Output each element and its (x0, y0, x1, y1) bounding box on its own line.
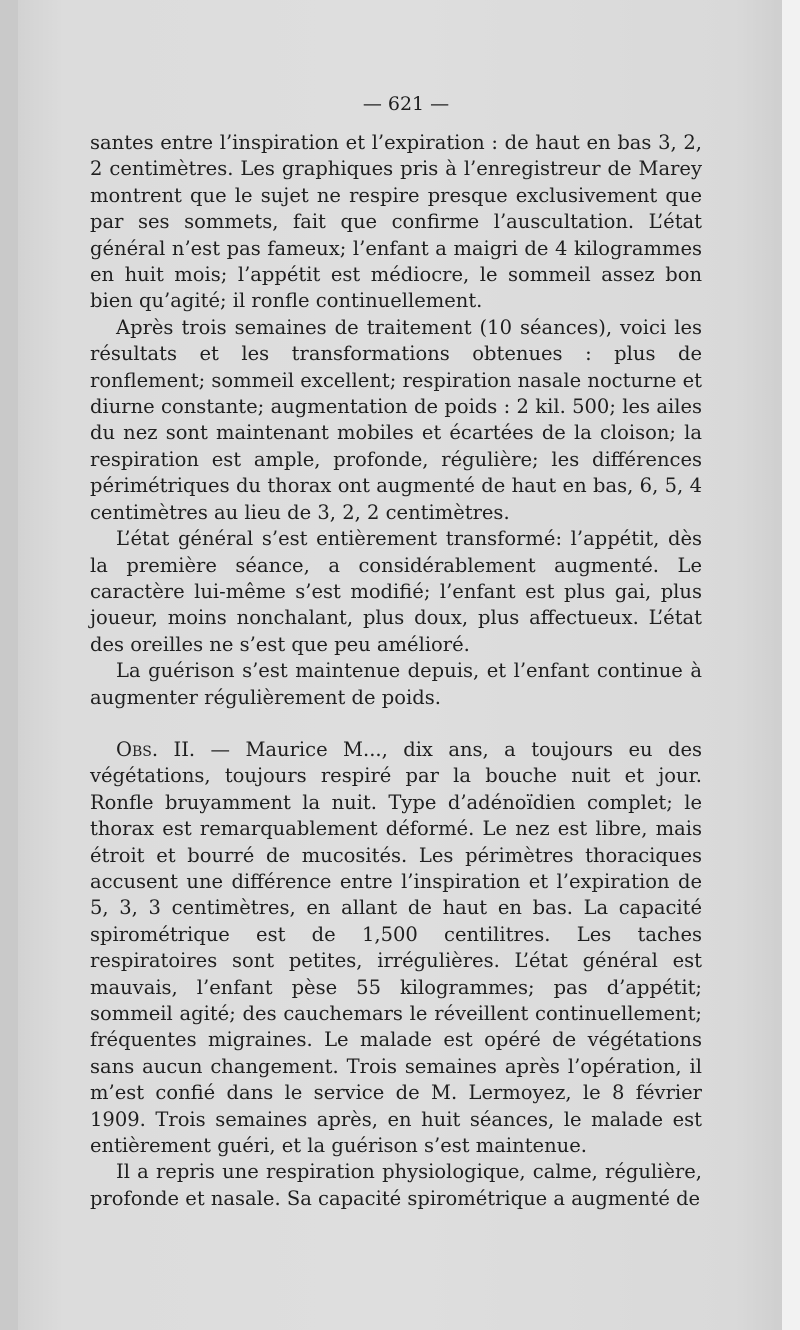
paragraph-recovery: La guérison s’est maintenue depuis, et l’enfant continue à augmenter régulièrement de poids. (90, 659, 702, 709)
page-edge (782, 0, 800, 1330)
observation-label: Obs. II. (116, 737, 196, 761)
paragraph-final: Il a repris une respiration physiologique, calme, régulière, profonde et nasale. Sa capacité spirométrique a augmenté de (90, 1160, 702, 1210)
paragraph-general-state: L’état général s’est entièrement transformé: l’appétit, dès la première séance, a considérablement augmenté. Le caractère lui-même s’est modifié; l’enfant est plus gai, plus joueur, moins nonchalant, plus doux, plus affectueux. L’état des oreilles ne s’est que peu amélioré. (90, 527, 702, 656)
observation-text: — Maurice M..., dix ans, a toujours eu des végétations, toujours respiré par la bouche nuit et jour. Ronfle bruyamment la nuit. Type d’adénoïdien complet; le thorax est remarquablement déformé. Le nez est libre, mais étroit et bourré de mucosités. Les périmètres thoraciques accusent une différence entre l’inspiration et l’expiration de 5, 3, 3 centimètres, en allant de haut en bas. La capacité spirométrique est de 1,500 centilitres. Les taches respiratoires sont petites, irrégulières. L’état général est mauvais, l’enfant pèse 55 kilogrammes; pas d’appétit; sommeil agité; des cauchemars le réveillent continuellement; fréquentes migraines. Le malade est opéré de végétations sans aucun changement. Trois semaines après l’opération, il m’est confié dans le service de M. Lermoyez, le 8 février 1909. Trois semaines après, en huit séances, le malade est entièrement guéri, et la guérison s’est maintenue. (90, 737, 702, 1158)
observation-paragraph (90, 737, 702, 1160)
page-text (90, 90, 702, 1212)
section-gap (90, 711, 702, 737)
paragraph-continuation: santes entre l’inspiration et l’expiration : de haut en bas 3, 2, 2 centimètres. Les graphiques pris à l’enregistreur de Marey montrent que le sujet ne respire presque exclusivement que par ses sommets, fait que confirme l’auscultation. L’état général n’est pas fameux; l’enfant a maigri de 4 kilogrammes en huit mois; l’appétit est médiocre, le sommeil assez bon bien qu’agité; il ronfle continuellement. (90, 131, 702, 313)
page-number: — 621 — (362, 93, 450, 115)
paragraph-results: Après trois semaines de traitement (10 séances), voici les résultats et les transformations obtenues : plus de ronflement; sommeil excellent; respiration nasale nocturne et diurne constante; augmentation de poids : 2 kil. 500; les ailes du nez sont maintenant mobiles et écartées de la cloison; la respiration est ample, profonde, régulière; les différences périmétriques du thorax ont augmenté de haut en bas, 6, 5, 4 centimètres au lieu de 3, 2, 2 centimètres. (90, 315, 702, 524)
